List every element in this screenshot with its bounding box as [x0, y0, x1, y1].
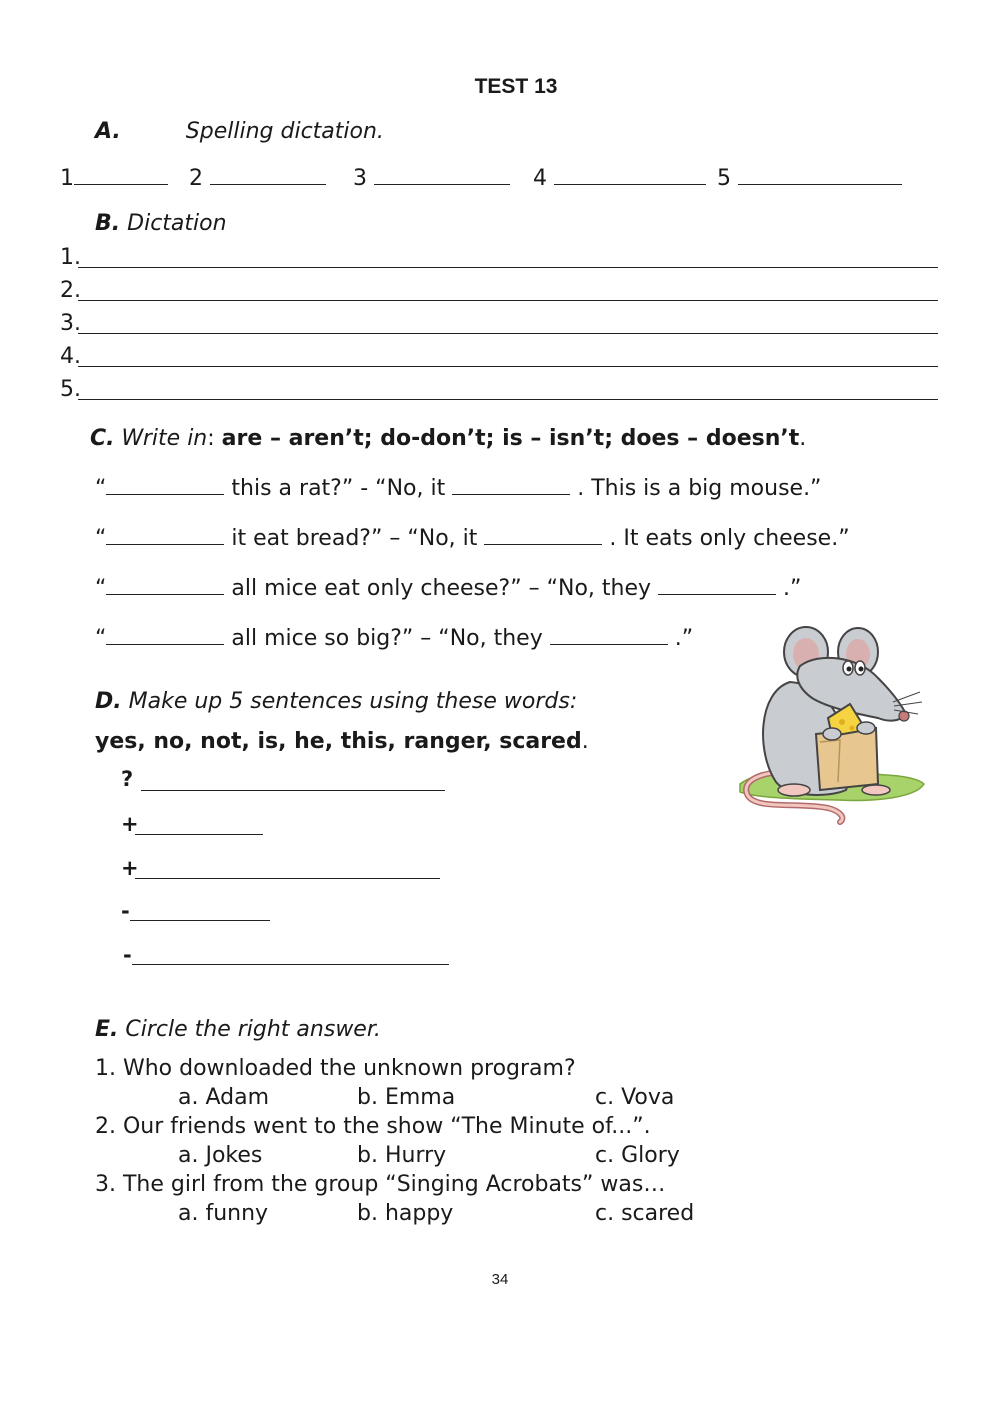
sentence-sign-minus: -	[123, 943, 132, 967]
dictation-line-2[interactable]	[78, 300, 938, 301]
spelling-number: 2	[189, 166, 203, 191]
question-3: 3. The girl from the group “Singing Acrobats” was…	[95, 1172, 666, 1197]
sentence-sign-minus: -	[121, 899, 130, 923]
spelling-blank-5[interactable]	[738, 183, 902, 185]
fill-sentence-4	[95, 626, 693, 651]
dictation-number: 2.	[60, 278, 81, 303]
dictation-line-4[interactable]	[78, 366, 938, 367]
sentence-blank[interactable]	[550, 643, 668, 645]
section-b-heading	[95, 211, 227, 236]
section-e-letter: E.	[95, 1017, 119, 1042]
sentence-blank[interactable]	[106, 493, 224, 495]
spelling-blank-3[interactable]	[374, 183, 510, 185]
sentence-text: all mice eat only cheese?” – “No, they	[231, 576, 652, 601]
sentence-text: .”	[674, 626, 694, 651]
section-d-words-line	[95, 729, 589, 754]
section-e-heading	[95, 1017, 381, 1042]
dictation-line-5[interactable]	[78, 399, 938, 400]
sentence-line-3[interactable]	[135, 878, 440, 879]
sentence-line-2[interactable]	[135, 834, 263, 835]
answer-option-a[interactable]: a. Jokes	[178, 1143, 263, 1168]
answer-option-c[interactable]: c. scared	[595, 1201, 695, 1226]
section-c-heading	[90, 426, 806, 451]
sentence-text: this a rat?” - “No, it	[231, 476, 446, 501]
dictation-number: 1.	[60, 245, 81, 270]
sentence-blank[interactable]	[106, 543, 224, 545]
mouse-cheese-illustration	[728, 622, 928, 827]
section-a-letter: A.	[95, 119, 121, 144]
sentence-text: all mice so big?” – “No, they	[231, 626, 543, 651]
spelling-blank-4[interactable]	[554, 183, 706, 185]
spelling-blanks-row	[60, 166, 902, 191]
spelling-number: 4	[533, 166, 547, 191]
sentence-line-5[interactable]	[132, 964, 449, 965]
answer-option-a[interactable]: a. Adam	[178, 1085, 270, 1110]
section-d-words: yes, no, not, is, he, this, ranger, scared	[95, 729, 582, 754]
section-d-letter: D.	[95, 689, 122, 714]
spelling-blank-1[interactable]	[74, 183, 168, 185]
open-quote: “	[95, 526, 107, 551]
fill-sentence-3	[95, 576, 801, 601]
section-e-label: Circle the right answer.	[125, 1017, 381, 1042]
spelling-number: 5	[717, 166, 731, 191]
sentence-blank[interactable]	[658, 593, 776, 595]
section-c-period: .	[799, 426, 807, 451]
dictation-number: 4.	[60, 344, 81, 369]
answer-option-c[interactable]: c. Vova	[595, 1085, 675, 1110]
section-c-colon: :	[207, 426, 215, 451]
dictation-number: 5.	[60, 377, 81, 402]
dictation-line-1[interactable]	[78, 267, 938, 268]
sentence-text: . It eats only cheese.”	[609, 526, 850, 551]
sentence-text: it eat bread?” – “No, it	[231, 526, 478, 551]
answer-option-b[interactable]: b. happy	[357, 1201, 454, 1226]
spelling-blank-2[interactable]	[210, 183, 326, 185]
answer-option-a[interactable]: a. funny	[178, 1201, 269, 1226]
page-title: TEST 13	[474, 75, 558, 98]
fill-sentence-2	[95, 526, 850, 551]
question-2: 2. Our friends went to the show “The Minute of...”.	[95, 1114, 651, 1139]
open-quote: “	[95, 476, 107, 501]
open-quote: “	[95, 626, 107, 651]
page-number: 34	[491, 1271, 509, 1288]
section-d-label: Make up 5 sentences using these words:	[128, 689, 578, 714]
section-b-letter: B.	[95, 211, 121, 236]
section-a-label: Spelling dictation.	[185, 119, 384, 144]
sentence-blank[interactable]	[452, 493, 570, 495]
sentence-blank[interactable]	[106, 593, 224, 595]
section-d-period: .	[581, 729, 589, 754]
sentence-blank[interactable]	[484, 543, 602, 545]
answer-option-c[interactable]: c. Glory	[595, 1143, 680, 1168]
section-c-letter: C.	[90, 426, 115, 451]
section-c-words: are – aren’t; do-don’t; is – isn’t; does – doesn’t	[221, 426, 800, 451]
answer-option-b[interactable]: b. Emma	[357, 1085, 456, 1110]
spelling-number: 1	[60, 166, 74, 191]
sentence-line-4[interactable]	[130, 920, 270, 921]
sentence-blank[interactable]	[106, 643, 224, 645]
dictation-line-3[interactable]	[78, 333, 938, 334]
section-d-heading	[95, 689, 577, 714]
answer-option-b[interactable]: b. Hurry	[357, 1143, 447, 1168]
sentence-text: .”	[783, 576, 802, 601]
sentence-sign-plus: +	[121, 856, 139, 880]
dictation-number: 3.	[60, 311, 81, 336]
sentence-line-1[interactable]	[141, 790, 445, 791]
section-a-heading	[95, 119, 384, 144]
spelling-number: 3	[353, 166, 367, 191]
question-1: 1. Who downloaded the unknown program?	[95, 1056, 576, 1081]
section-b-label: Dictation	[127, 211, 227, 236]
sentence-sign-question: ?	[121, 767, 134, 791]
sentence-sign-plus: +	[121, 812, 139, 836]
sentence-text: . This is a big mouse.”	[577, 476, 822, 501]
open-quote: “	[95, 576, 107, 601]
section-c-label: Write in	[121, 426, 208, 451]
fill-sentence-1	[95, 476, 821, 501]
